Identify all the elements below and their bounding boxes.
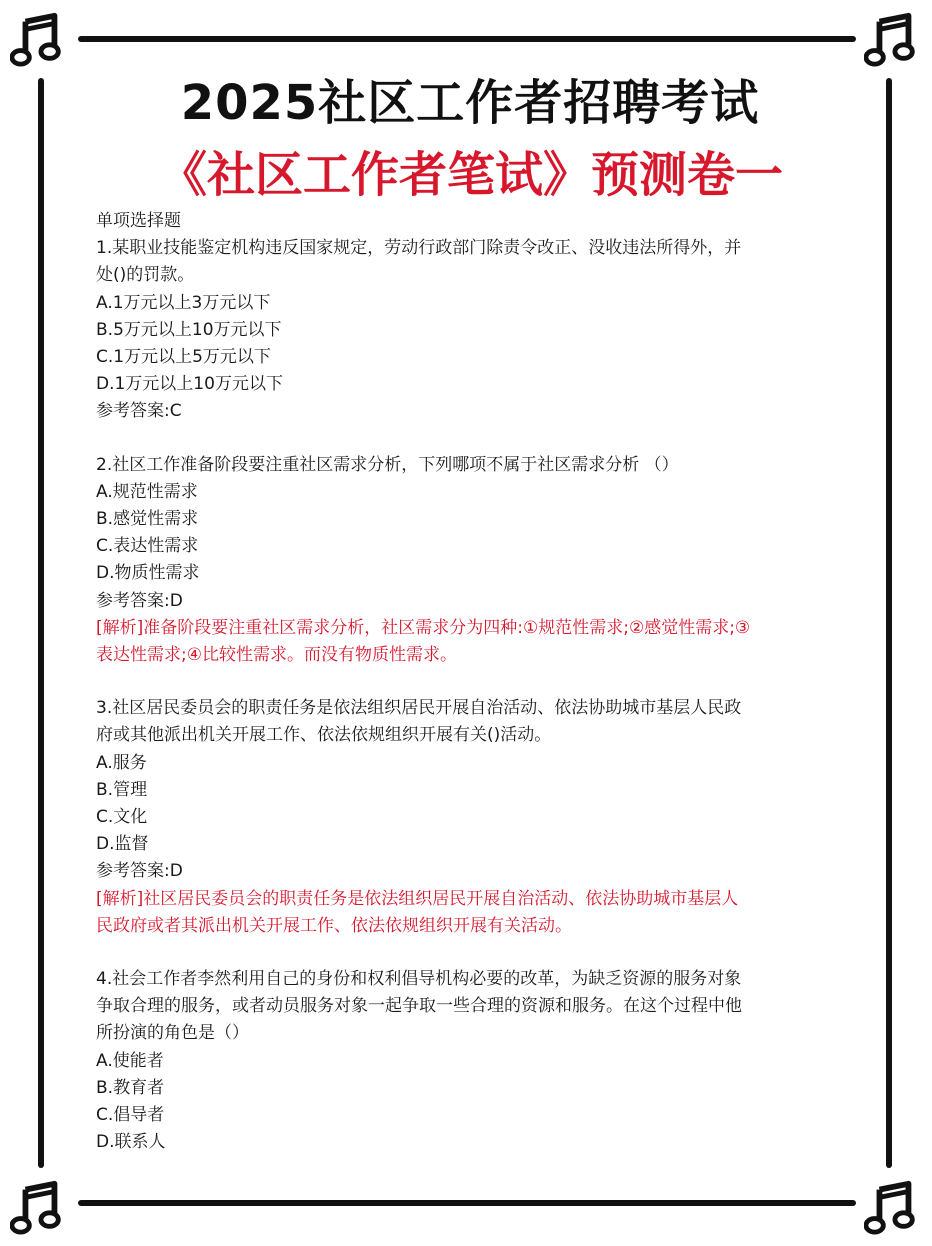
music-note-icon xyxy=(10,10,68,68)
page-subtitle: 《社区工作者笔试》预测卷一 xyxy=(158,147,783,203)
question-stem-line: 4.社会工作者李然利用自己的身份和权利倡导机构必要的改革，为缺乏资源的服务对象 xyxy=(96,969,742,990)
frame-right-line xyxy=(886,78,892,1168)
question-stem-line: 3.社区居民委员会的职责任务是依法组织居民开展自治活动、依法协助城市基层人民政 xyxy=(96,698,742,719)
question-stem-line: 处()的罚款。 xyxy=(96,265,195,286)
option-d: D.监督 xyxy=(96,834,149,855)
question-stem-line: 1.某职业技能鉴定机构违反国家规定，劳动行政部门除责令改正、没收违法所得外，并 xyxy=(96,238,742,259)
answer-line: 参考答案:D xyxy=(96,590,183,611)
frame-bottom-line xyxy=(78,1200,856,1206)
question-stem-line: 府或其他派出机关开展工作、依法依规组织开展有关()活动。 xyxy=(96,725,552,746)
option-c: C.文化 xyxy=(96,807,148,828)
option-b: B.感觉性需求 xyxy=(96,509,199,530)
option-c: C.倡导者 xyxy=(96,1105,165,1126)
music-note-icon xyxy=(864,1178,922,1236)
explanation-line: 民政府或者其派出机关开展工作、依法依规组织开展有关活动。 xyxy=(96,915,572,936)
option-b: B.5万元以上10万元以下 xyxy=(96,319,282,340)
option-a: A.规范性需求 xyxy=(96,481,198,502)
option-d: D.1万元以上10万元以下 xyxy=(96,374,283,395)
section-label: 单项选择题 xyxy=(96,211,181,231)
answer-line: 参考答案:C xyxy=(96,401,182,422)
option-d: D.物质性需求 xyxy=(96,563,200,584)
question-stem-line: 2.社区工作准备阶段要注重社区需求分析，下列哪项不属于社区需求分析 （） xyxy=(96,454,679,475)
music-note-icon xyxy=(864,10,922,68)
spacer xyxy=(96,940,836,966)
spacer xyxy=(96,426,836,452)
option-b: B.管理 xyxy=(96,779,148,800)
frame-left-line xyxy=(38,78,44,1168)
explanation-line: 表达性需求;④比较性需求。而没有物质性需求。 xyxy=(96,645,457,666)
question-stem-line: 争取合理的服务，或者动员服务对象一起争取一些合理的资源和服务。在这个过程中他 xyxy=(96,996,742,1017)
page-title: 2025社区工作者招聘考试 xyxy=(180,75,760,131)
option-d: D.联系人 xyxy=(96,1132,166,1153)
option-a: A.使能者 xyxy=(96,1050,164,1071)
frame-top-line xyxy=(78,36,856,42)
explanation-line: [解析]准备阶段要注重社区需求分析，社区需求分为四种:①规范性需求;②感觉性需求;③ xyxy=(96,617,751,638)
option-c: C.表达性需求 xyxy=(96,536,199,557)
option-a: A.服务 xyxy=(96,752,147,773)
option-a: A.1万元以上3万元以下 xyxy=(96,292,271,313)
option-b: B.教育者 xyxy=(96,1077,165,1098)
question-stem-line: 所扮演的角色是（） xyxy=(96,1023,249,1044)
answer-line: 参考答案:D xyxy=(96,861,183,882)
question-content xyxy=(96,208,836,1157)
option-c: C.1万元以上5万元以下 xyxy=(96,347,271,368)
music-note-icon xyxy=(10,1178,68,1236)
explanation-line: [解析]社区居民委员会的职责任务是依法组织居民开展自治活动、依法协助城市基层人 xyxy=(96,888,739,909)
spacer xyxy=(96,669,836,695)
